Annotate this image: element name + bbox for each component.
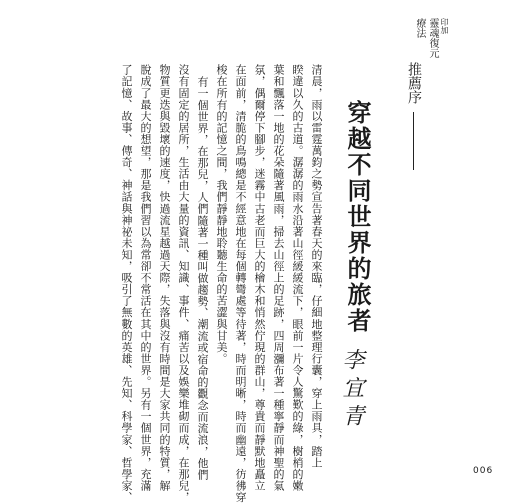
essay-title: 穿越不同世界的旅者 xyxy=(343,100,372,334)
body-text-column: 有一個世界，在那兒，人們隨著一種叫做趨勢、潮流或宿命的觀念而流浪，他們 xyxy=(196,76,209,481)
body-text-column: 了記憶、故事、傳奇、神話與神祕未知，吸引了無數的英雄、先知、科學家、哲學家、 xyxy=(120,64,133,503)
body-text-column: 在面前，清脆的鳥鳴總是不經意地在每個轉彎處等待著，時而明晰，時而幽遠，彷彿穿 xyxy=(234,64,247,503)
body-text-column: 脫成了最大的想望，那是我們習以為常卻不常活在其中的世界。另有一個世界，充滿 xyxy=(139,64,152,492)
body-text-column: 清晨，雨以雷霆萬鈞之勢宣告著春天的來臨，仔細地整理行囊，穿上雨具，踏上 xyxy=(310,64,323,469)
section-rule-divider xyxy=(413,112,414,170)
page-number: 006 xyxy=(473,466,494,476)
body-text-column: 物質更迭與毀壞的速度，快過流星越過天際，失落與沒有時間是大家共同的特質，解 xyxy=(158,64,171,492)
body-text-column: 葉和飄落一地的花朵隨著風雨，掃去山徑上的足跡，四周瀰布著一種寧靜而神聖的氣 xyxy=(272,64,285,492)
running-header-book-title: 靈魂復元 xyxy=(427,18,438,58)
running-header-book-title-2: 療法 xyxy=(414,18,425,38)
body-text-column: 睽違以久的古道。潺潺的雨水沿著山徑緩緩流下，眼前一片令人驚歎的綠，樹梢的嫩 xyxy=(291,64,304,492)
body-text-column: 梭在所有的記憶之間，我們靜靜地聆聽生命的苦澀與甘美。 xyxy=(215,64,228,365)
author-signature: 李宜青 xyxy=(339,348,364,432)
body-text-column: 氛，偶爾停下腳步，迷霧中古老而巨大的檜木和悄然佇現的群山，尊貴而靜默地矗立 xyxy=(253,64,266,492)
body-text-column: 沒有固定的居所，生活由大量的資訊、知識、事件、痛苦以及娛樂堆砌而成，在那兒， xyxy=(177,64,190,503)
section-label: 推薦序 xyxy=(406,62,422,104)
running-header-series: 印加 xyxy=(440,18,449,34)
